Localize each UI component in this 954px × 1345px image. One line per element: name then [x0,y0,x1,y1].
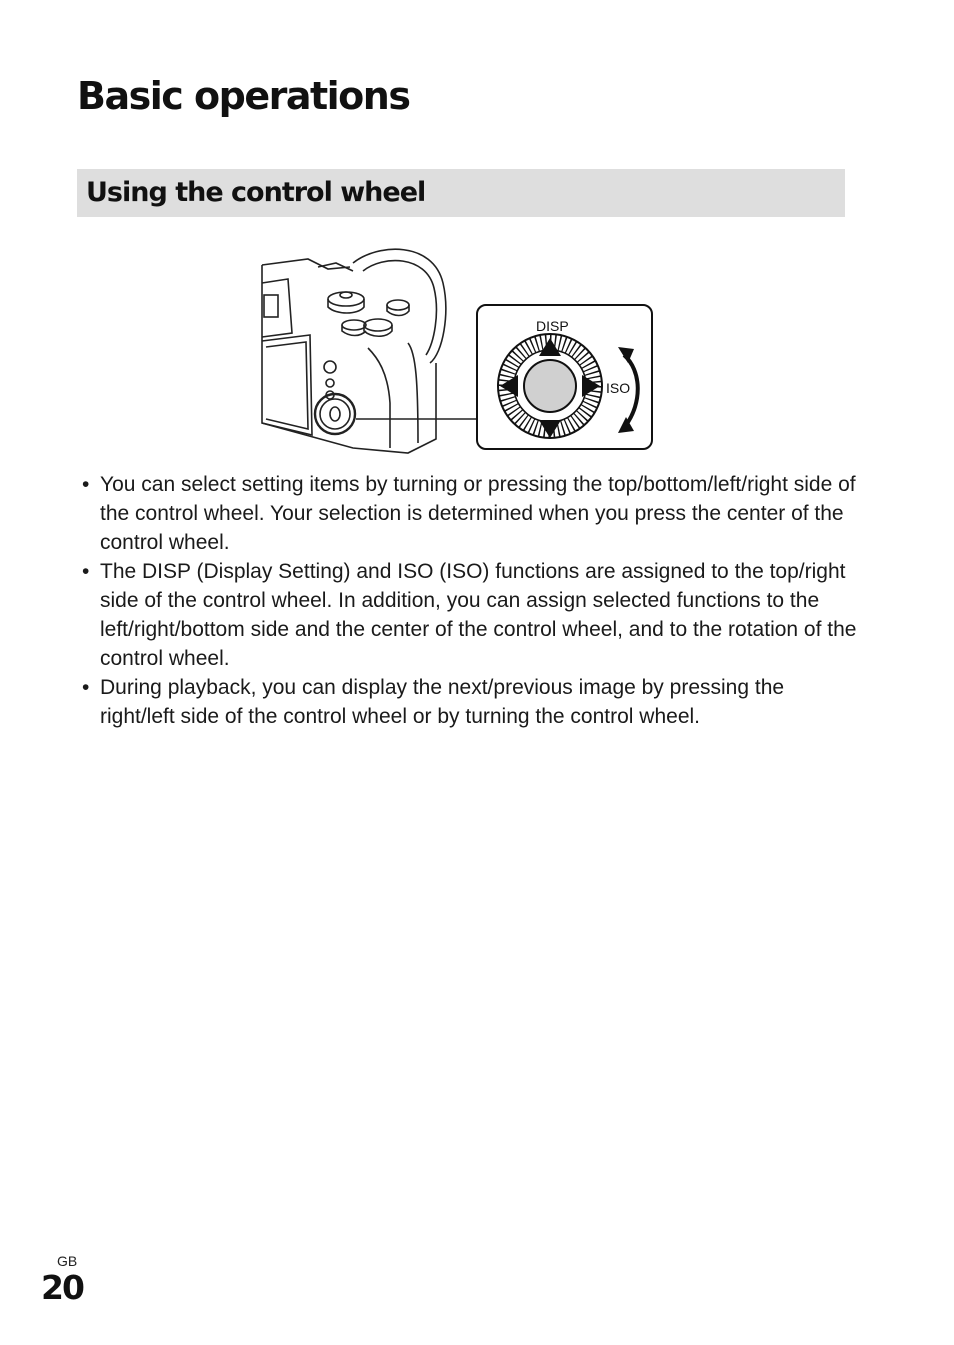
language-code: GB [57,1253,78,1269]
section-title: Using the control wheel [86,177,426,208]
bullet-marker: • [82,560,90,583]
list-item-text: During playback, you can display the next/previous image by pressing the right/left side of the control wheel or by turning the control wheel. [100,676,785,728]
camera-illustration [258,243,658,463]
camera-grip [368,348,390,448]
mode-dial [328,292,364,306]
list-item [82,673,862,731]
disp-label: DISP [536,318,569,334]
camera-control-wheel [315,394,355,434]
page-title: Basic operations [77,74,410,118]
bullet-marker: • [82,473,90,496]
eyecup [262,279,292,337]
instruction-list [82,470,862,731]
lens-mount [353,249,446,363]
list-item [82,557,862,673]
control-wheel-detail [498,334,602,438]
center-button [524,360,576,412]
list-item-text: The DISP (Display Setting) and ISO (ISO) functions are assigned to the top/right side of the control wheel. In addition, you can assign selected functions to the left/right/bottom side and the center of the control wheel, and to the rotation of the control wheel. [100,560,857,670]
section-header [77,169,845,217]
bullet-marker: • [82,676,90,699]
iso-label: ISO [606,380,631,396]
list-item [82,470,862,557]
list-item-text: You can select setting items by turning or pressing the top/bottom/left/right side of the control wheel. Your selection is determined when you press the center of the control wheel. [100,473,856,554]
shutter-button [364,319,392,331]
page-number: 20 [41,1268,83,1307]
control-wheel-illustration [258,243,658,463]
